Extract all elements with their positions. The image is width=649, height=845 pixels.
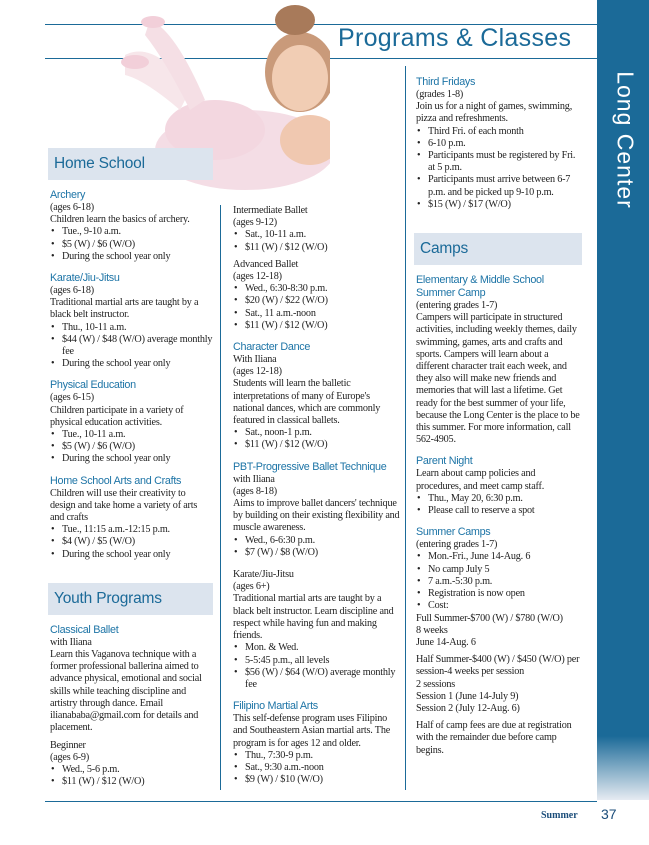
- body-text: Session 1 (June 14-July 9): [416, 690, 519, 702]
- bullet-item: • Please call to reserve a spot: [416, 505, 582, 517]
- body-text: Half of camp fees are due at registration with the remainder due before camp begins.: [416, 720, 572, 756]
- program-heading: Archery: [50, 189, 86, 201]
- body-text: Students will learn the balletic interpretations of many of Europe's national dances, which are commonly featured in classical ballets.: [233, 378, 381, 427]
- bullet-item: • Wed., 6:30-8:30 p.m.: [233, 283, 401, 295]
- bullet-item: • Wed., 6-6:30 p.m.: [233, 535, 401, 547]
- bullet-item: • Thu., 10-11 a.m.: [50, 322, 213, 334]
- section-header: Youth Programs: [48, 583, 213, 615]
- section-header: Home School: [48, 148, 213, 180]
- section-header: Camps: [414, 233, 582, 265]
- bullet-item: • $11 (W) / $12 (W/O): [233, 242, 401, 254]
- body-text: (ages 6-15): [50, 392, 94, 404]
- program-heading: Karate/Jiu-Jitsu: [50, 272, 120, 285]
- body-text: (ages 8-18): [233, 485, 277, 497]
- bullet-item: • $44 (W) / $48 (W/O) average monthly fee: [50, 334, 213, 358]
- bullet-item: • $20 (W) / $22 (W/O): [233, 295, 401, 307]
- bullet-item: • Cost:: [416, 600, 582, 612]
- bullet-item: • Sat., 10-11 a.m.: [233, 229, 401, 241]
- column-divider: [405, 66, 406, 790]
- column-middle: [233, 205, 401, 786]
- body-text: Learn about camp policies and procedures, and meet camp staff.: [416, 468, 545, 492]
- program-heading: Physical Education: [50, 379, 136, 392]
- bullet-item: • Sat., 9:30 a.m.-noon: [233, 762, 401, 774]
- body-text: (ages 12-18): [233, 366, 282, 378]
- body-text: Traditional martial arts are taught by a black belt instructor.: [50, 297, 199, 321]
- page-number: 37: [601, 806, 617, 822]
- body-text: (ages 6+): [233, 581, 270, 593]
- bullet-item: • $4 (W) / $5 (W/O): [50, 536, 213, 548]
- body-text: 2 sessions: [416, 678, 456, 690]
- bullet-item: • Thu., May 20, 6:30 p.m.: [416, 493, 582, 505]
- bullet-item: • Mon.-Fri., June 14-Aug. 6: [416, 551, 582, 563]
- bullet-item: • Participants must arrive between 6-7 p.m. and be picked up 9-10 p.m.: [416, 174, 582, 198]
- body-text: Children will use their creativity to design and take home a variety of arts and crafts: [50, 487, 198, 524]
- bullet-item: • During the school year only: [50, 251, 213, 263]
- body-text: Traditional martial arts are taught by a black belt instructor. Learn discipline and respect while having fun and making friends.: [233, 593, 394, 642]
- body-text: (ages 6-18): [50, 202, 94, 213]
- bullet-item: • $11 (W) / $12 (W/O): [50, 776, 213, 788]
- body-text: (ages 12-18): [233, 271, 282, 283]
- body-text: Half Summer-$400 (W) / $450 (W/O) per session-4 weeks per session: [416, 654, 580, 678]
- body-text: Full Summer-$700 (W) / $780 (W/O): [416, 612, 563, 624]
- sidebar-title: Long Center: [612, 71, 639, 209]
- bullet-item: • Registration is now open: [416, 588, 582, 600]
- body-text: (entering grades 1-7): [416, 300, 498, 312]
- program-heading: Filipino Martial Arts: [233, 700, 318, 713]
- bullet-item: • 6-10 p.m.: [416, 138, 582, 150]
- footer-rule: [45, 801, 597, 802]
- bullet-item: • During the school year only: [50, 453, 213, 465]
- body-text: (entering grades 1-7): [416, 539, 498, 551]
- program-heading: Parent Night: [416, 455, 473, 468]
- body-text: 8 weeks: [416, 624, 448, 636]
- bullet-item: • $9 (W) / $10 (W/O): [233, 774, 401, 786]
- program-heading: Elementary & Middle School Summer Camp: [416, 274, 544, 300]
- bullet-item: • Sat., 11 a.m.-noon: [233, 308, 401, 320]
- body-text: June 14-Aug. 6: [416, 636, 476, 648]
- bullet-item: • $5 (W) / $6 (W/O): [50, 239, 213, 251]
- body-text: Campers will participate in structured activities, including weekly themes, daily swimming, games, arts and crafts and sports. Campers will learn about a different character trait each week, and they also will make new friends and memories that will last a lifetime. Get ready for the best summer of your life, because the Long Center is the place to be this summer. For more information, call 562-4905.: [416, 312, 580, 446]
- body-text: With Iliana: [233, 354, 277, 366]
- body-text: (grades 1-8): [416, 89, 464, 100]
- page-title: Programs & Classes: [338, 24, 572, 52]
- body-text: Learn this Vaganova technique with a former professional ballerina aimed to advance physical, emotional and social skills while teaching discipline and artistry through dance. Email ilianababa@gmail.com for details and placement.: [50, 649, 202, 734]
- bullet-item: • 5-5:45 p.m., all levels: [233, 655, 401, 667]
- bullet-item: • No camp July 5: [416, 564, 582, 576]
- body-text: Intermediate Ballet: [233, 205, 308, 216]
- body-text: Aims to improve ballet dancers' technique by building on their existing flexibility and muscle awareness.: [233, 498, 400, 534]
- bullet-item: • Tue., 10-11 a.m.: [50, 429, 213, 441]
- bullet-item: • Tue., 11:15 a.m.-12:15 p.m.: [50, 524, 213, 536]
- body-text: (ages 6-18): [50, 285, 94, 297]
- bullet-item: • Third Fri. of each month: [416, 126, 582, 138]
- column-right: [416, 76, 582, 757]
- bullet-item: • Sat., noon-1 p.m.: [233, 427, 401, 439]
- body-text: Beginner: [50, 739, 86, 751]
- body-text: This self-defense program uses Filipino and Southeastern Asian martial arts. The program is for ages 12 and older.: [233, 713, 391, 749]
- bullet-item: • $15 (W) / $17 (W/O): [416, 199, 582, 211]
- program-heading: Home School Arts and Crafts: [50, 474, 182, 487]
- body-text: with Iliana: [233, 473, 275, 485]
- bullet-item: • Tue., 9-10 a.m.: [50, 226, 213, 238]
- body-text: Children learn the basics of archery.: [50, 214, 190, 226]
- footer-season: Summer: [541, 810, 578, 821]
- bullet-item: • $56 (W) / $64 (W/O) average monthly fee: [233, 667, 401, 691]
- column-left: [50, 148, 213, 788]
- body-text: Karate/Jiu-Jitsu: [233, 569, 294, 581]
- body-text: Join us for a night of games, swimming, pizza and refreshments.: [416, 101, 573, 125]
- program-heading: Character Dance: [233, 341, 311, 354]
- bullet-item: • $11 (W) / $12 (W/O): [233, 439, 401, 451]
- bullet-item: • Thu., 7:30-9 p.m.: [233, 750, 401, 762]
- program-heading: Classical Ballet: [50, 623, 119, 636]
- body-text: with Iliana: [50, 636, 92, 648]
- column-divider: [220, 205, 221, 790]
- bullet-item: • $7 (W) / $8 (W/O): [233, 547, 401, 559]
- program-heading: Summer Camps: [416, 526, 491, 539]
- body-text: Advanced Ballet: [233, 258, 299, 270]
- body-text: (ages 6-9): [50, 751, 90, 763]
- program-heading: Third Fridays: [416, 76, 476, 88]
- body-text: Children participate in a variety of physical education activities.: [50, 404, 184, 428]
- bullet-item: • During the school year only: [50, 549, 213, 561]
- bullet-item: • Participants must be registered by Fri. at 5 p.m.: [416, 150, 582, 174]
- bullet-item: • During the school year only: [50, 358, 213, 370]
- bullet-item: • Wed., 5-6 p.m.: [50, 764, 213, 776]
- bullet-item: • $5 (W) / $6 (W/O): [50, 441, 213, 453]
- body-text: Session 2 (July 12-Aug. 6): [416, 702, 520, 714]
- program-heading: PBT-Progressive Ballet Technique: [233, 460, 387, 473]
- bullet-item: • $11 (W) / $12 (W/O): [233, 320, 401, 332]
- bullet-item: • Mon. & Wed.: [233, 642, 401, 654]
- body-text: (ages 9-12): [233, 217, 277, 229]
- bullet-item: • 7 a.m.-5:30 p.m.: [416, 576, 582, 588]
